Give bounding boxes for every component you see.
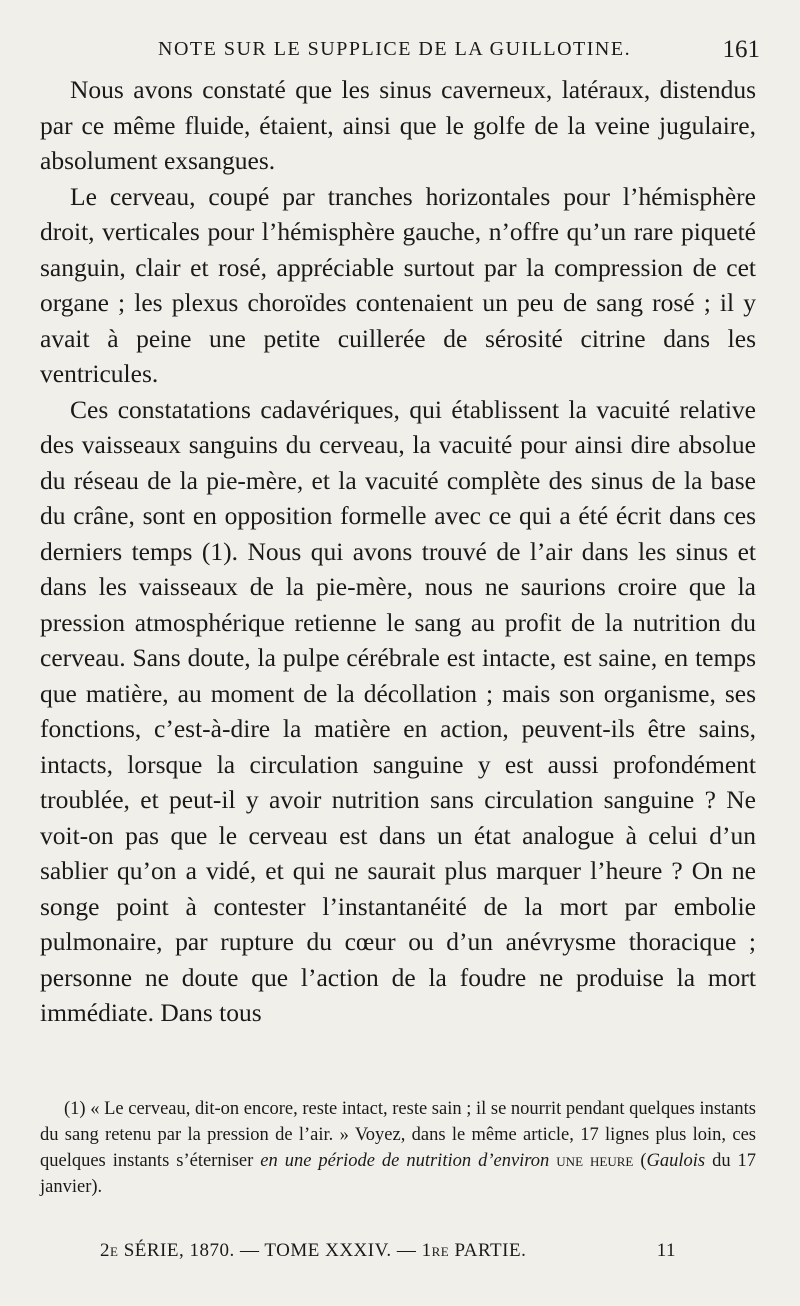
signature-number: 11 [656,1240,676,1261]
main-text [40,72,756,1031]
footnote-italic-1: en une période de nutrition d’environ [260,1151,550,1171]
page-header [40,36,760,72]
footnote-italic-2: Gaulois [646,1151,706,1171]
footnote-smallcaps-1: une heure [556,1151,634,1171]
footnote [40,1096,756,1200]
footnote-text-3: du 17 janvier). [40,1151,757,1197]
footnote-text-1: « Le cerveau, dit-on encore, reste intact, reste sain ; il se nourrit pendant quelques instants du sang retenu par la pression de l’air. » Voyez, dans le même article, 17 lignes plus loin, ces quelques instants s’éterniser [40,1099,757,1171]
paragraph-2: Le cerveau, coupé par tranches horizontales pour l’hémisphère droit, verticales pour l’hémisphère gauche, n’offre qu’un rare piqueté sanguin, clair et rosé, appréciable surtout par la compression de cet organe ; les plexus choroïdes contenaient un peu de sang rosé ; il y avait à peine une petite cuillerée de sérosité citrine dans les ventricules. [40,181,756,388]
signature-series: 2e SÉRIE, 1870. — TOME XXXIV. — 1re PARTIE. [100,1240,527,1261]
footnote-text-2: ( [640,1151,647,1171]
page-number: 161 [722,36,760,63]
printer-signature [100,1240,700,1270]
footnote-marker: (1) [64,1099,86,1119]
running-title: NOTE SUR LE SUPPLICE DE LA GUILLOTINE. [158,38,632,60]
paragraph-1: Nous avons constaté que les sinus caverneux, latéraux, distendus par ce même fluide, étaient, ainsi que le golfe de la veine jugulaire, absolument exsangues. [40,75,756,175]
footnote-text [40,1096,756,1200]
paragraph-3: Ces constatations cadavériques, qui établissent la vacuité relative des vaisseaux sanguins du cerveau, la vacuité pour ainsi dire absolue du réseau de la pie-mère, et la vacuité complète des sinus de la base du crâne, sont en opposition formelle avec ce qui a été écrit dans ces derniers temps (1). Nous qui avons trouvé de l’air dans les sinus et dans les vaisseaux de la pie-mère, nous ne saurions croire que la pression atmosphérique retienne le sang au profit de la nutrition du cerveau. Sans doute, la pulpe cérébrale est intacte, est saine, en temps que matière, au moment de la décollation ; mais son organisme, ses fonctions, c’est-à-dire la matière en action, peuvent-ils être sains, intacts, lorsque la circulation sanguine y est aussi profondément troublée, et peut-il y avoir nutrition sans circulation sanguine ? Ne voit-on pas que le cerveau est dans un état analogue à celui d’un sablier qu’on a vidé, et qui ne saurait plus marquer l’heure ? On ne songe point à contester l’instantanéité de la mort par embolie pulmonaire, par rupture du cœur ou d’un anévrysme thoracique ; personne ne doute que l’action de la foudre ne produise la mort immédiate. Dans tous [40,394,756,1027]
